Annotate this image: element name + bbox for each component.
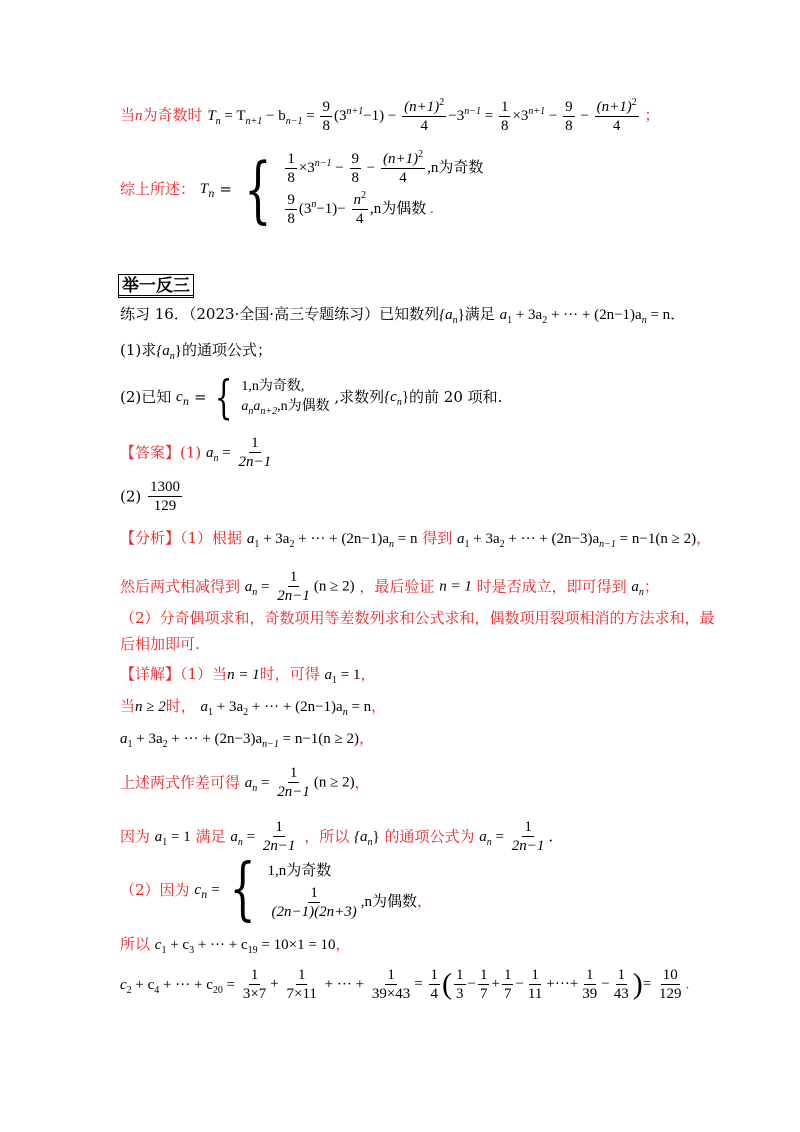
frac-den: 39 [582,986,598,1002]
condition: (n ≥ 2) [313,578,355,595]
analysis-text: ，最后验证 [359,577,435,596]
detail-text: ，所以 [304,827,350,846]
frac-den: 3×7 [242,986,267,1002]
comma: ， [360,665,376,683]
frac-den: 4 [430,986,439,1002]
formula-part: + 3a [259,531,290,547]
section-heading [118,274,194,298]
var-c: c [176,389,183,405]
analysis-text: 时是否成立，即可得到 [476,577,627,596]
piecewise-cases: $\frac{1}{8}$ $\times 3^{n-1}$ − $\frac{9}{8}$ − $\frac{(n+1)^2}{4}$ ,n为奇数 $\frac{9}{8}$ $(3^n-1)-$ $\frac{n^2}{4}$ ,n为偶数 . [287,149,484,227]
seq-close: } [457,307,465,323]
frac-num: 9 [351,151,360,167]
case-even: ,n为偶数 [277,399,330,414]
eq-T: = T [224,107,246,124]
frac-den: 7×11 [286,986,317,1002]
detail-line-2: 当n ≥ 2时， $a_1 + 3a_2$ + ··· + $(2n-1)a_n = n$， [120,697,387,718]
formula-end: = n [347,699,372,715]
var-a: a [244,774,253,791]
detail-text: 满足 [195,827,226,846]
eq-sign: = [257,578,274,595]
formula-end: = 10×1 = 10 [257,937,336,953]
detail-text: 时， [165,697,196,715]
var-a: a [230,828,238,845]
times-power: ×3 [512,107,529,124]
n-equals-1: n = 1 [227,667,260,683]
frac-num: 1 [617,967,625,983]
frac-den: 2n−1 [277,784,310,800]
frac-num: 10 [662,967,678,983]
detail-line-8: $c_2 + c_4$ + ··· + $c_{20}$ = $\frac{1}{3\times 7}$ + $\frac{1}{7\times 11}$ + ··· + $\frac{1}{39\times 43}$ = $\frac{1}{4}$ ( $\frac{1}{3}$ − $\frac{1}{7}$ + $\frac{1}{7}$ − $\frac{1}{11}$ +···+ $\frac{1}{39}$ − $\frac{1}{43}$ )= $\frac{10}{129}$ . [120,967,690,1002]
detail-line-3: $a_1 + 3a_2$ + ··· + $(2n-3)a_{n-1} = n-1(n \ge 2)$， [120,729,375,750]
minus-sign: − [387,107,397,124]
detail-line-7: 所以 $c_1 + c_3$ + ··· + $c_{19} = 10\times 1 = 10$， [120,935,351,956]
frac-num: 1 [531,967,539,983]
formula-part: + c [131,976,155,993]
frac-den: 129 [658,986,682,1002]
analysis-line-2: 然后两式相减得到 $a_n$ = $\frac{1}{2n-1}$ (n ≥ 2) ，最后验证 n = 1 时是否成立，即可得到 $a_n$； [120,569,659,604]
comma: ， [371,697,387,715]
var-T: T [199,181,209,197]
case-even: ,n为偶数 [360,893,417,910]
formula-end: = n [646,307,671,323]
frac-num: 1 [500,99,509,115]
minus-b: − b [266,107,286,124]
formula-part: + ··· + (2n−1)a [248,699,343,715]
frac-den: 8 [287,170,295,186]
analysis-line-4: 后相加即可. [120,635,200,653]
eq-sign: = [491,828,508,845]
formula-part: + 3a [512,307,543,323]
detail-line-5: 因为 $a_1 = 1$ 满足 $a_n$ = $\frac{1}{2n-1}$ ，所以 $\{a_n\}$ 的通项公式为 $a_n$ = $\frac{1}{2n-1}$ . [120,819,554,854]
q1-suffix: 的通项公式； [181,341,272,359]
period: ． [670,305,686,323]
formula-part: + ··· + c [159,976,213,993]
frac-num: 1 [297,967,306,983]
var-a: a [631,578,639,595]
paren-expr: (3 [333,107,347,124]
formula-part: + 3a [132,731,163,747]
formula-end: = n−1(n ≥ 2) [278,731,360,747]
exercise-intro: 练习 16．（2023·全国·高三专题练习）已知数列 [120,305,440,323]
summary-label: 综上所述： [120,180,196,198]
paren-tail: −1) [363,107,385,124]
analysis-tag: 【分析】 [120,529,181,547]
frac-num: 1 [250,967,259,983]
frac-den: 8 [322,118,330,134]
frac-den: 8 [500,118,509,134]
question-2: (2)已知 $c_n$ = { 1,n为奇数, $a_na_{n+2},n$为偶数 ,求数列$\{c_n\}$的前 20 项和. [120,370,503,424]
comma: ， [354,773,370,792]
analysis-line-3: （2）分奇偶项求和，奇数项用等差数列求和公式求和，偶数项用裂项相消的方法求和，最 [120,609,715,627]
frac-den: 4 [399,170,407,186]
seq-open: {a [439,307,453,323]
detail-text: 上述两式作差可得 [120,773,241,792]
frac-den: 8 [565,118,573,134]
formula-a: a [499,307,508,323]
var-a: a [479,828,487,845]
frac-den: 2n−1 [511,838,545,854]
frac-den: 8 [351,170,360,186]
formula-part: + ··· + (2n−1)a [547,307,642,323]
var-a: a [241,399,249,414]
comma: ， [359,729,375,747]
detail-line-1: 【详解】（1）当n = 1时，可得 $a_1 = 1$， [120,665,376,686]
period: . [685,976,690,993]
analysis-text: （1）根据 [180,529,243,547]
formula-a: a [246,531,255,547]
eq-sign: = [306,107,315,124]
q2-mid: ,求数列 [334,388,385,406]
q2-prefix: (2)已知 [120,388,172,406]
odd-case-line: 当n为奇数时 $T_n = T_{n+1} - b_{n-1}$ = $\frac{9}{8}$ $(3^{n+1}-1)$ − $\frac{(n+1)^2}{4}$ $-3^{n-1}$ = $\frac{1}{8}$ $\times 3^{n+1}$ − $\frac{9}{8}$ − $\frac{(n+1)^2}{4}$ ； [120,97,660,134]
eq-sign: = [218,444,235,461]
answer-part2: (2) [120,487,142,506]
comma: ， [416,893,432,910]
var-c: c [154,937,162,953]
detail-text: 时，可得 [259,665,320,683]
frac-num: 1 [503,967,512,983]
case-odd: 1,n为奇数 [267,862,332,879]
times-power: ×3 [298,159,315,176]
analysis-line-1: 【分析】（1）根据 $a_1 + 3a_2$ + ··· + $(2n-1)a_n = n$ 得到 $a_1 + 3a_2$ + ··· + $(2n-3)a_{n-1} = n-1(n \ge 2)$， [120,529,712,550]
var-a: a [253,399,261,414]
frac-num: 9 [565,99,573,115]
dots: + ··· + [320,976,368,993]
formula-a: a [457,531,465,547]
frac-den: 11 [527,986,543,1002]
eq-sign: = [207,882,224,898]
detail-text: 所以 [120,935,151,953]
frac-num: (n+1) [596,99,632,115]
period: . [548,827,554,846]
var-c: c [194,882,201,898]
eq-sign: = [222,976,239,993]
var-n: n [135,107,143,124]
question-1: (1)求$\{a_n\}$的通项公式； [120,341,272,362]
formula-part: + ··· + c [194,937,248,953]
detail-text: （1）当 [180,665,228,683]
frac-num: 1 [586,967,594,983]
left-brace: { [243,147,272,231]
frac-num: n [353,192,361,208]
exercise-statement: 练习 16．（2023·全国·高三专题练习）已知数列$\{a_n\}$满足 $a_1 + 3a_2$ + ··· + $(2n-1)a_n = n$． [120,305,686,326]
frac-num: 1 [430,967,439,983]
formula-a: a [120,731,128,747]
formula-part: + c [166,937,190,953]
frac-num: 1 [524,819,532,835]
q2-suffix: 的前 20 项和. [409,388,503,406]
condition: n ≥ 2 [135,699,166,715]
case-condition: ,n为奇数 [427,159,484,176]
formula-end: = n [393,531,418,547]
var-a: a [324,667,332,683]
answer-part1: (1) [180,443,202,462]
frac-num: 1 [289,569,298,585]
detail-line-6: （2）因为 $c_n$ = { 1,n为奇数 $\frac{1}{(2n-1)(2n+3)}$ ,n为偶数， [120,850,432,929]
condition: (n ≥ 2) [313,774,355,791]
detail-text: （2）因为 [120,881,190,899]
case-condition: ,n为偶数 [370,200,427,217]
frac-num: 9 [322,99,330,115]
frac-den: (2n−1)(2n+3) [271,903,357,920]
semicolon: ； [644,105,660,124]
detail-tag: 【详解】 [120,665,181,683]
formula-part: + ··· + (2n−1)a [294,531,389,547]
left-brace: { [230,850,257,929]
value: = 1 [336,667,361,683]
analysis-text: 得到 [422,529,453,547]
paren-expr: (3 [298,200,312,217]
heading-text: 举一反三 [122,276,190,296]
frac-den: 2n−1 [262,838,296,854]
frac-num: 9 [287,192,295,208]
detail-text: 因为 [120,827,151,846]
frac-num: 1 [275,819,283,835]
seq-close: } [372,828,380,845]
frac-num: 1 [310,884,318,901]
case-odd: 1,n为奇数, [241,379,305,394]
frac-den: 7 [479,986,488,1002]
seq-open: {c [384,389,397,405]
var-a: a [244,578,253,595]
detail-line-4: 上述两式作差可得 $a_n$ = $\frac{1}{2n-1}$ (n ≥ 2)， [120,765,370,800]
frac-num: 1 [387,967,395,983]
comma: ， [696,529,712,547]
summary-block: 综上所述： $T_n$ = { $\frac{1}{8}$ $\times 3^{n-1}$ − $\frac{9}{8}$ − $\frac{(n+1)^2}{4}$ ,n为奇数 $\frac{9}{8}$ $(3^n-1)-$ $\frac{n^2}{4}$ ,n为偶数 . [120,147,484,231]
minus-power: −3 [448,107,465,124]
text-when: 当 [120,105,136,124]
frac-den: 4 [356,211,364,227]
seq-close: } [174,343,182,359]
analysis-text: 然后两式相减得到 [120,577,241,596]
frac-den: 3 [456,986,464,1002]
seq-close: } [401,389,410,405]
frac-num: 1 [251,435,259,451]
seq-open: {a [354,828,368,845]
frac-den: 4 [612,118,621,134]
formula-end: = n−1(n ≥ 2) [615,531,697,547]
n-equals-1: n = 1 [439,578,472,595]
frac-num: 1300 [150,479,181,495]
value: = 1 [167,828,191,845]
frac-num: 1 [289,765,298,781]
formula-part: + 3a [469,531,500,547]
detail-text: 当 [120,697,136,715]
frac-den: 43 [613,986,629,1002]
answer-2 [120,478,184,515]
text-odd-when: 为奇数时 [142,105,203,124]
frac-den: 7 [503,986,512,1002]
frac-num: 1 [287,151,295,167]
eq-sign: = [242,828,259,845]
text-satisfy: 满足 [464,305,495,323]
eq-sign: = [257,774,274,791]
formula-a: a [200,699,209,715]
comma: ， [335,935,351,953]
frac-den: 129 [153,498,177,514]
frac-den: 4 [420,118,428,134]
answer-1: 【答案】(1) $a_n$ = $\frac{1}{2n-1}$ [120,435,272,470]
eq-sign: = [484,107,494,124]
formula-part: + 3a [213,699,244,715]
paren-tail: −1)− [316,200,346,217]
q1-prefix: (1)求 [120,341,157,359]
answer-tag: 【答案】 [120,443,181,462]
seq-open: {a [156,343,170,359]
period: . [430,200,434,217]
formula-part: + ··· + (2n−3)a [167,731,263,747]
left-brace: { [215,370,233,424]
detail-text: 的通项公式为 [384,827,475,846]
frac-num: (n+1) [404,99,440,115]
var-c: c [120,976,127,993]
frac-den: 8 [287,211,295,227]
var-a: a [154,828,163,845]
frac-num: 1 [479,967,488,983]
frac-num: 1 [456,967,464,983]
formula-part: + ··· + (2n−3)a [504,531,600,547]
frac-den: 39×43 [371,986,411,1002]
frac-num: (n+1) [382,151,419,167]
var-T: T [207,107,216,124]
frac-den: 2n−1 [277,588,310,604]
frac-den: 2n−1 [238,454,272,470]
var-a: a [206,444,214,461]
semicolon: ； [643,577,659,596]
